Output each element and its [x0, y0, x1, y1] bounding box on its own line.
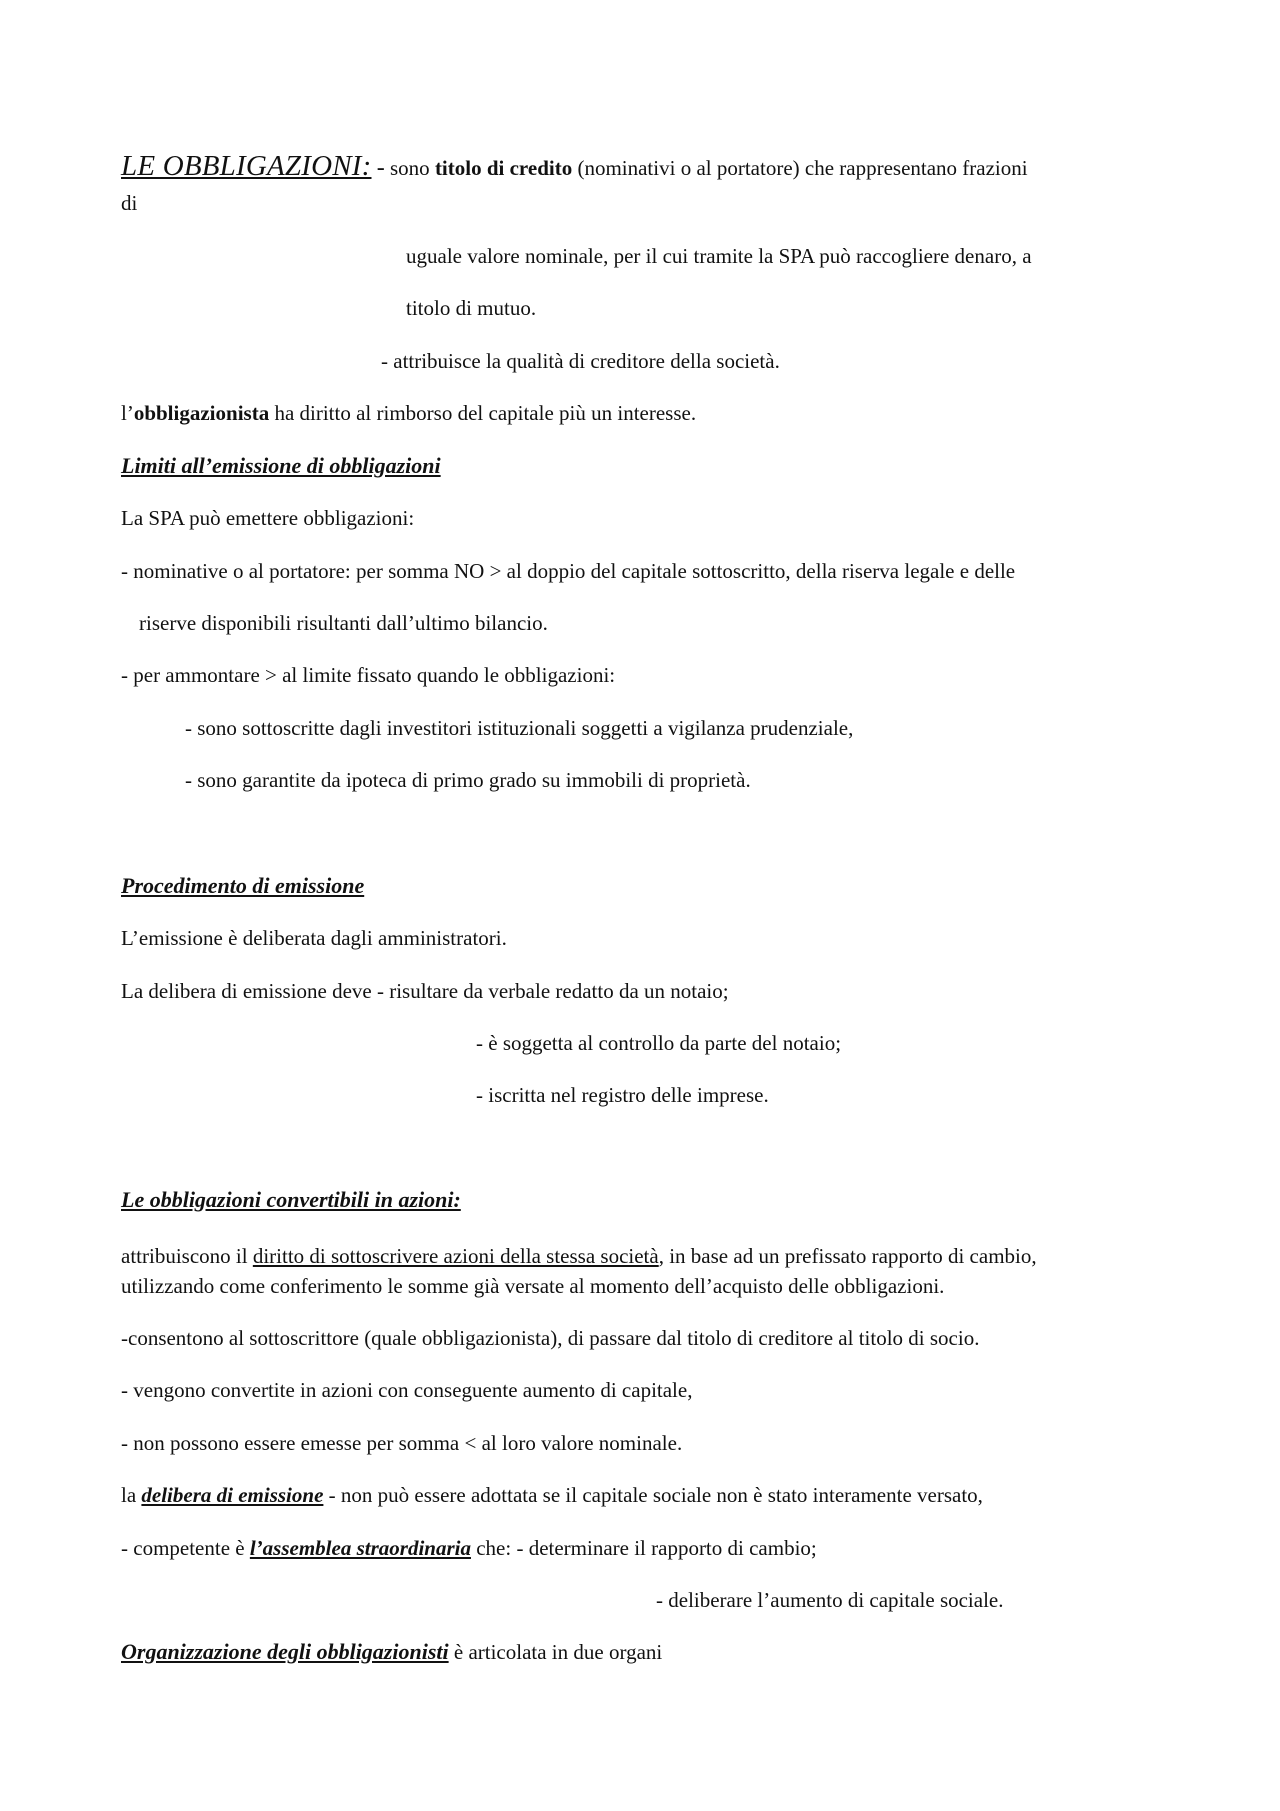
intro-rest-1: (nominativi o al portatore) che rappresentano frazioni — [577, 156, 1028, 180]
organizzazione-line — [121, 1639, 662, 1665]
limiti-p4: - per ammontare > al limite fissato quando le obbligazioni: — [121, 663, 616, 687]
convertibili-p7-bold: l’assemblea straordinaria — [249, 1536, 471, 1560]
intro-line-4: - attribuisce la qualità di creditore della società. — [381, 349, 780, 373]
convertibili-p5: - non possono essere emesse per somma < al loro valore nominale. — [121, 1431, 683, 1455]
organizzazione-rest: è articolata in due organi — [453, 1640, 663, 1664]
intro-obbligazionista: obbligazionista — [133, 401, 270, 425]
document-title: LE OBBLIGAZIONI: — [121, 150, 372, 182]
limiti-p5: - sono sottoscritte dagli investitori istituzionali soggetti a vigilanza prudenziale, — [185, 716, 854, 740]
convertibili-p6-a: la — [121, 1483, 137, 1507]
intro-titolo-credito: titolo di credito — [434, 156, 573, 180]
convertibili-p8: - deliberare l’aumento di capitale sociale. — [656, 1588, 1004, 1612]
title-dash: - — [376, 155, 385, 181]
heading-procedimento: Procedimento di emissione — [121, 873, 365, 898]
convertibili-p7-b: che: - determinare il rapporto di cambio; — [476, 1536, 817, 1560]
convertibili-p6-b: - non può essere adottata se il capitale sociale non è stato interamente versato, — [328, 1483, 983, 1507]
intro-line-5 — [121, 400, 696, 426]
intro-line-2: uguale valore nominale, per il cui tramite la SPA può raccogliere denaro, a — [406, 244, 1032, 268]
convertibili-p1-b: , in base ad un prefissato rapporto di cambio, — [658, 1244, 1037, 1268]
convertibili-p1-a: attribuiscono il — [121, 1244, 248, 1268]
convertibili-p1-underlined: diritto di sottoscrivere azioni della stessa società — [252, 1244, 659, 1268]
convertibili-p7 — [121, 1535, 817, 1561]
heading-convertibili: Le obbligazioni convertibili in azioni: — [121, 1187, 461, 1212]
limiti-p2: - nominative o al portatore: per somma NO > al doppio del capitale sottoscritto, della riserva legale e delle — [121, 559, 1016, 583]
procedimento-p1: L’emissione è deliberata dagli amministratori. — [121, 926, 507, 950]
procedimento-p4: - iscritta nel registro delle imprese. — [476, 1083, 769, 1107]
heading-organizzazione: Organizzazione degli obbligazionisti — [121, 1639, 449, 1664]
intro-di: di — [121, 191, 138, 215]
intro-sono: sono — [390, 156, 430, 180]
limiti-p3: riserve disponibili risultanti dall’ultimo bilancio. — [139, 611, 548, 635]
limiti-p1: La SPA può emettere obbligazioni: — [121, 506, 415, 530]
convertibili-p3: -consentono al sottoscrittore (quale obbligazionista), di passare dal titolo di creditore al titolo di socio. — [121, 1326, 980, 1350]
convertibili-p2: utilizzando come conferimento le somme già versate al momento dell’acquisto delle obbligazioni. — [121, 1274, 945, 1298]
convertibili-p4: - vengono convertite in azioni con conseguente aumento di capitale, — [121, 1378, 693, 1402]
procedimento-p3: - è soggetta al controllo da parte del notaio; — [476, 1031, 842, 1055]
procedimento-p2: La delibera di emissione deve - risultare da verbale redatto da un notaio; — [121, 979, 729, 1003]
convertibili-p6-bold: delibera di emissione — [141, 1483, 324, 1507]
intro-line-5-rest: ha diritto al rimborso del capitale più un interesse. — [274, 401, 697, 425]
convertibili-p7-a: - competente è — [121, 1536, 245, 1560]
heading-limiti: Limiti all’emissione di obbligazioni — [121, 453, 441, 478]
limiti-p6: - sono garantite da ipoteca di primo grado su immobili di proprietà. — [185, 768, 751, 792]
convertibili-p1 — [121, 1243, 1037, 1269]
intro-l-apos: l’ — [121, 401, 134, 425]
intro-line-3: titolo di mutuo. — [406, 296, 537, 320]
convertibili-p6 — [121, 1482, 983, 1508]
intro-line-1 — [121, 150, 1028, 182]
